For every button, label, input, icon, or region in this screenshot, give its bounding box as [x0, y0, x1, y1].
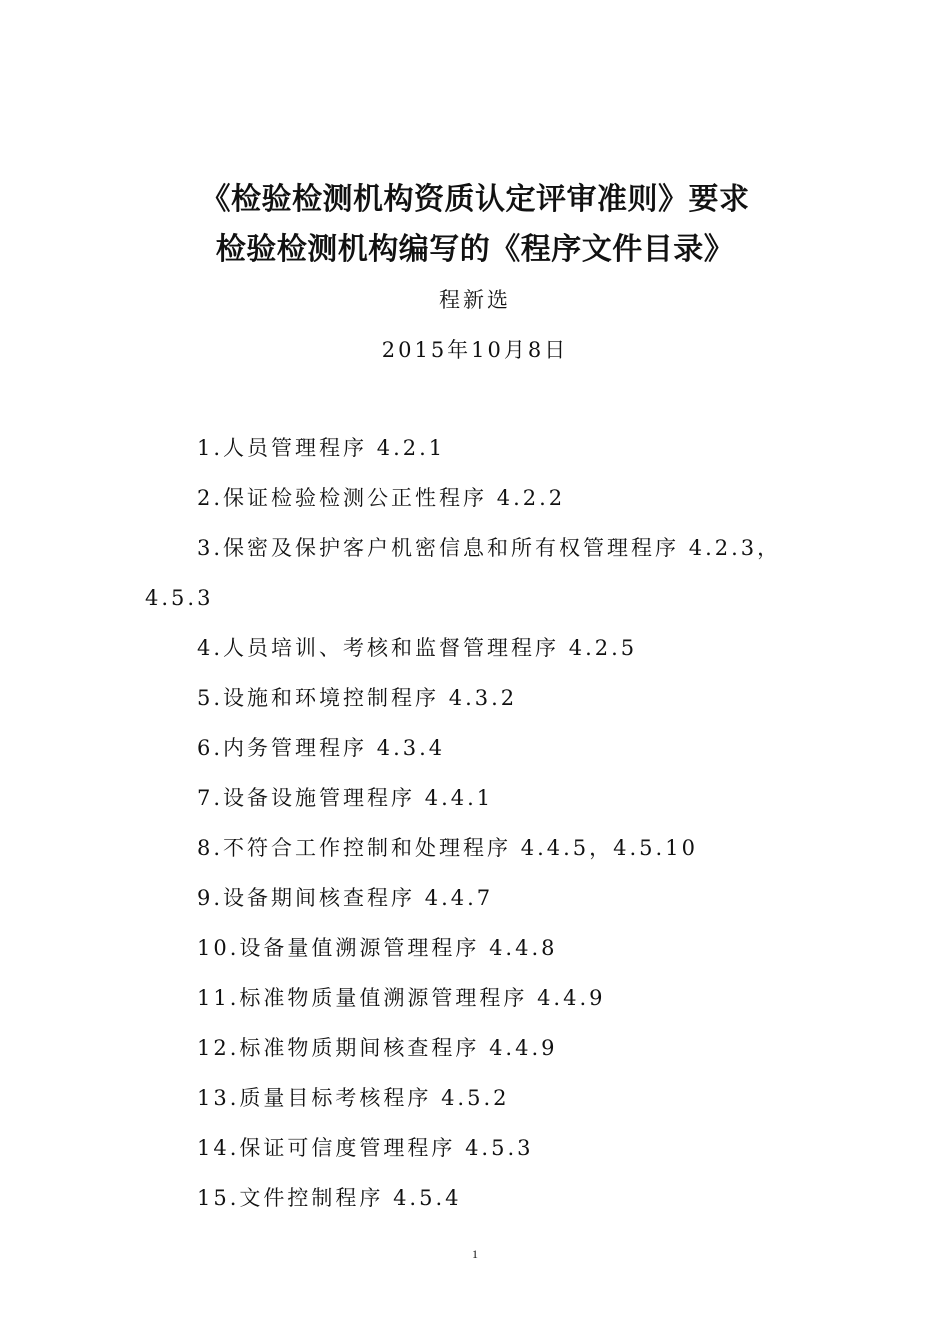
document-date: 2015年10月8日 [381, 338, 569, 362]
list-item-continuation: 4.5.3 [145, 586, 214, 610]
document-title-line-1: 《检验检测机构资质认定评审准则》要求 [200, 182, 750, 217]
author-name: 程新选 [439, 288, 511, 312]
list-item: 3.保密及保护客户机密信息和所有权管理程序 4.2.3， [197, 536, 782, 560]
list-item: 14.保证可信度管理程序 4.5.3 [197, 1136, 534, 1160]
document-title-line-2: 检验检测机构编写的《程序文件目录》 [215, 232, 735, 267]
list-item: 7.设备设施管理程序 4.4.1 [197, 786, 494, 810]
list-item: 10.设备量值溯源管理程序 4.4.8 [197, 936, 558, 960]
list-item: 6.内务管理程序 4.3.4 [197, 736, 446, 760]
list-item: 4.人员培训、考核和监督管理程序 4.2.5 [197, 636, 638, 660]
list-item: 12.标准物质期间核查程序 4.4.9 [197, 1036, 558, 1060]
list-item: 1.人员管理程序 4.2.1 [197, 436, 446, 460]
list-item: 2.保证检验检测公正性程序 4.2.2 [197, 486, 566, 510]
list-item: 13.质量目标考核程序 4.5.2 [197, 1086, 510, 1110]
list-item: 9.设备期间核查程序 4.4.7 [197, 886, 494, 910]
list-item: 8.不符合工作控制和处理程序 4.4.5，4.5.10 [197, 836, 698, 860]
page-number: 1 [472, 1247, 478, 1261]
list-item: 15.文件控制程序 4.5.4 [197, 1186, 462, 1210]
list-item: 11.标准物质量值溯源管理程序 4.4.9 [197, 986, 606, 1010]
list-item: 5.设施和环境控制程序 4.3.2 [197, 686, 518, 710]
